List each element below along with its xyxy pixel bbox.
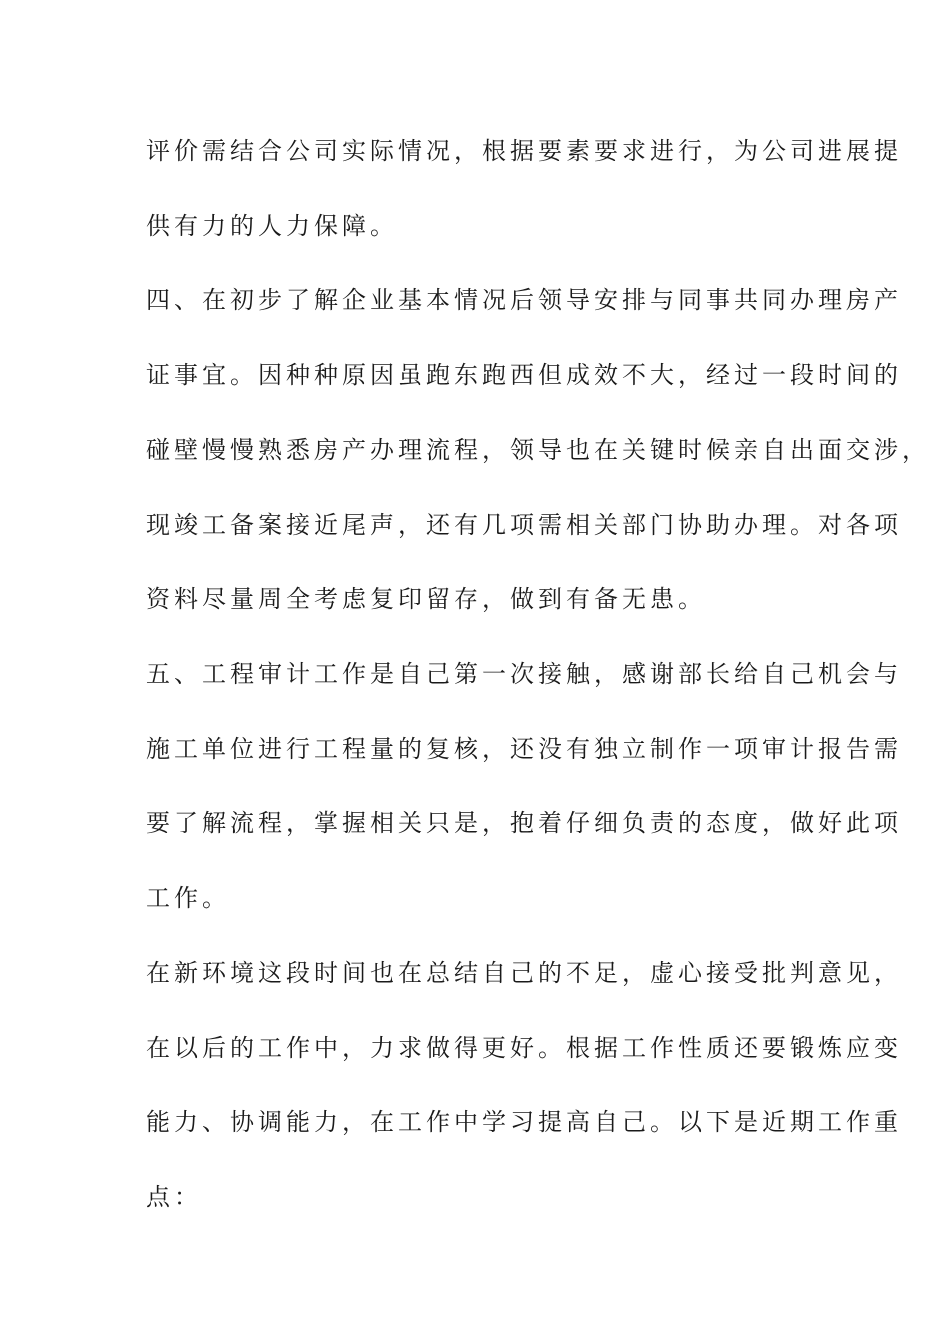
- text-line: 供有力的人力保障。: [146, 212, 398, 240]
- text-line: 施工单位进行工程量的复核，还没有独立制作一项审计报告需: [146, 735, 902, 763]
- text-line: 在新环境这段时间也在总结自己的不足，虚心接受批判意见，: [146, 959, 902, 987]
- text-line: 五、工程审计工作是自己第一次接触，感谢部长给自己机会与: [146, 660, 902, 688]
- text-line: 现竣工备案接近尾声，还有几项需相关部门协助办理。对各项: [146, 511, 902, 539]
- text-line: 评价需结合公司实际情况，根据要素要求进行，为公司进展提: [146, 137, 902, 165]
- text-line: 在以后的工作中，力求做得更好。根据工作性质还要锻炼应变: [146, 1034, 902, 1062]
- text-line: 碰壁慢慢熟悉房产办理流程，领导也在关键时候亲自出面交涉，: [146, 436, 930, 464]
- text-line: 工作。: [146, 884, 230, 912]
- text-line: 要了解流程，掌握相关只是，抱着仔细负责的态度，做好此项: [146, 809, 902, 837]
- text-line: 点：: [146, 1183, 202, 1211]
- text-line: 资料尽量周全考虑复印留存，做到有备无患。: [146, 585, 706, 613]
- text-line: 四、在初步了解企业基本情况后领导安排与同事共同办理房产: [146, 286, 902, 314]
- text-line: 能力、协调能力，在工作中学习提高自己。以下是近期工作重: [146, 1108, 902, 1136]
- text-line: 证事宜。因种种原因虽跑东跑西但成效不大，经过一段时间的: [146, 361, 902, 389]
